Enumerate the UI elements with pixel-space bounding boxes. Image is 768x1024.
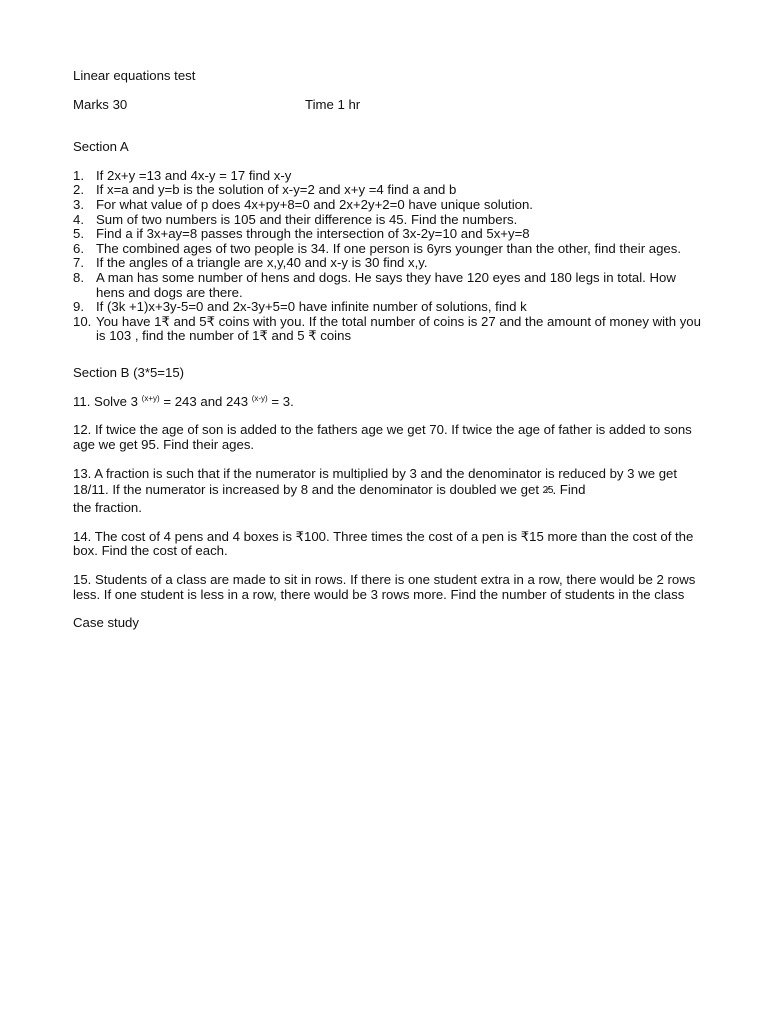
marks-label: Marks 30 (73, 96, 128, 112)
question-text: For what value of p does 4x+py+8=0 and 2x+2y+2=0 have unique solution. (96, 196, 533, 212)
question-12: 12. If twice the age of son is added to the fathers age we get 70. If twice the age of father is added to sons age we get 95. Find their ages. (73, 422, 692, 452)
question-number: 3. (73, 196, 84, 212)
q13-last-line: the fraction. (73, 500, 142, 516)
question-number: 9. (73, 299, 84, 315)
question-item (73, 183, 703, 198)
q13-text: 13. A fraction is such that if the numerator is multiplied by 3 and the denominator is reduced by 3 we get 18/11. If the numerator is increased by 8 and the denominator is doubled we get (73, 466, 678, 497)
question-text: You have 1₹ and 5₹ coins with you. If the total number of coins is 27 and the amount of money with you is 103 , find the number of 1₹ and 5 ₹ coins (96, 313, 701, 344)
question-number: 5. (73, 226, 84, 242)
q11-prefix: 11. Solve 3 (73, 393, 142, 409)
test-meta (73, 98, 703, 113)
question-number: 8. (73, 269, 84, 285)
document-title: Linear equations test (73, 68, 196, 83)
question-15: 15. Students of a class are made to sit in rows. If there is one student extra in a row, there would be 2 rows less. If one student is less in a row, there would be 3 rows more. Find the number of students in the class (73, 571, 696, 602)
question-item (73, 198, 703, 213)
section-a-question-list (73, 169, 703, 344)
section-a-heading: Section A (73, 139, 129, 155)
question-text: If the angles of a triangle are x,y,40 and x-y is 30 find x,y. (96, 255, 428, 271)
q11-middle: = 243 and 243 (159, 393, 252, 409)
q11-suffix: = 3. (267, 393, 294, 409)
question-text: Find a if 3x+ay=8 passes through the intersection of 3x-2y=10 and 5x+y=8 (96, 226, 530, 242)
question-item (73, 213, 703, 228)
question-item (73, 169, 703, 184)
question-number: 2. (73, 182, 84, 198)
test-document (73, 69, 703, 645)
question-number: 1. (73, 167, 84, 183)
question-item (73, 227, 703, 242)
q11-exponent-1: (x+y) (141, 393, 160, 403)
question-item (73, 315, 703, 344)
question-text: The combined ages of two people is 34. If one person is 6yrs younger than the other, find their ages. (96, 240, 682, 256)
question-number: 6. (73, 240, 84, 256)
question-text: Sum of two numbers is 105 and their difference is 45. Find the numbers. (96, 211, 518, 227)
q13-after-fraction: . Find (552, 481, 586, 497)
question-14: 14. The cost of 4 pens and 4 boxes is ₹100. Three times the cost of a pen is ₹15 more than the cost of the box. Find the cost of each. (73, 528, 694, 559)
case-study-heading: Case study (73, 615, 139, 631)
question-item (73, 271, 703, 300)
question-text: If x=a and y=b is the solution of x-y=2 and x+y =4 find a and b (96, 182, 457, 198)
question-11 (73, 395, 703, 410)
question-item (73, 256, 703, 271)
question-text: If (3k +1)x+3y-5=0 and 2x-3y+5=0 have infinite number of solutions, find k (96, 299, 527, 315)
section-b-heading: Section B (3*5=15) (73, 364, 185, 380)
question-number: 7. (73, 255, 84, 271)
q11-exponent-2: (x-y) (251, 393, 268, 403)
question-number: 10. (73, 313, 92, 329)
time-label: Time 1 hr (305, 96, 361, 112)
question-item (73, 242, 703, 257)
question-number: 4. (73, 211, 84, 227)
question-item (73, 300, 703, 315)
question-text: A man has some number of hens and dogs. He says they have 120 eyes and 180 legs in total. How hens and dogs are there. (96, 269, 676, 300)
q13-fraction: 2⁄5 (542, 484, 553, 496)
question-text: If 2x+y =13 and 4x-y = 17 find x-y (96, 167, 292, 183)
question-13 (73, 466, 703, 516)
